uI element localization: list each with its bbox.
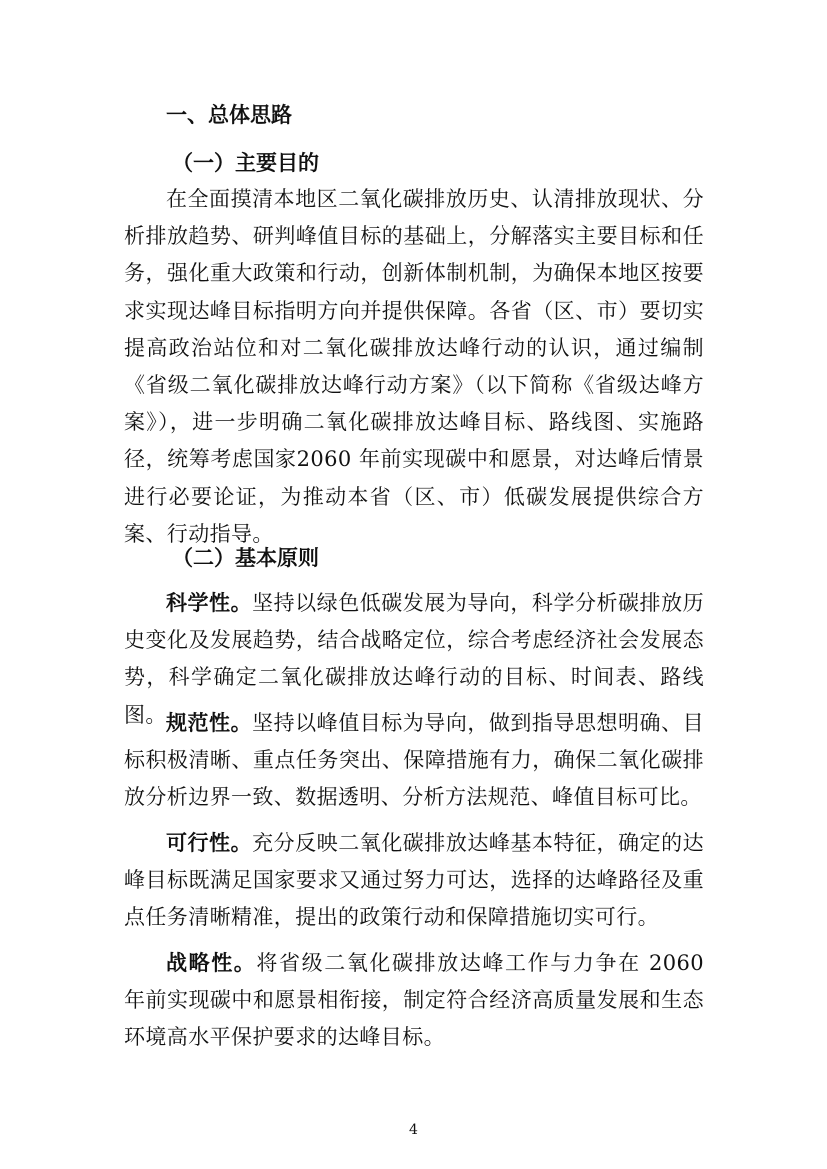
principle-text-feasible: 充分反映二氧化碳排放达峰基本特征，确定的达峰目标既满足国家要求又通过努力可达，选择的达峰路径及重点任务清晰精准，提出的政策行动和保障措施切实可行。 [124,831,704,930]
subsection-heading-main-purpose: （一）主要目的 [172,151,319,175]
principle-lead-normative: 规范性。 [166,711,253,735]
principle-text-strategic: 将省级二氧化碳排放达峰工作与力争在 2060 年前实现碳中和愿景相衔接，制定符合经济高质量发展和生态环境高水平保护要求的达峰目标。 [124,951,704,1050]
principle-lead-scientific: 科学性。 [166,591,253,615]
principle-paragraph-feasible [124,825,704,937]
principle-lead-strategic: 战略性。 [166,951,257,975]
principle-lead-feasible: 可行性。 [166,831,253,855]
principle-paragraph-strategic [124,945,704,1057]
main-purpose-paragraph: 在全面摸清本地区二氧化碳排放历史、认清排放现状、分析排放趋势、研判峰值目标的基础上，分解落实主要目标和任务，强化重大政策和行动，创新体制机制，为确保本地区按要求实现达峰目标指明方向并提供保障。各省（区、市）要切实提高政治站位和对二氧化碳排放达峰行动的认识，通过编制《省级二氧化碳排放达峰行动方案》（以下简称《省级达峰方案》），进一步明确二氧化碳排放达峰目标、路线图、实施路径，统筹考虑国家2060 年前实现碳中和愿景，对达峰后情景进行必要论证，为推动本省（区、市）低碳发展提供综合方案、行动指导。 [124,187,704,546]
principle-paragraph-normative [124,705,704,817]
principle-text-normative: 坚持以峰值目标为导向，做到指导思想明确、目标积极清晰、重点任务突出、保障措施有力，确保二氧化碳排放分析边界一致、数据透明、分析方法规范、峰值目标可比。 [124,711,704,810]
page-number: 4 [409,1122,418,1138]
principle-text-scientific: 坚持以绿色低碳发展为导向，科学分析碳排放历史变化及发展趋势，结合战略定位，综合考虑经济社会发展态势，科学确定二氧化碳排放达峰行动的目标、时间表、路线图。 [124,591,704,727]
subsection-heading-basic-principles: （二）基本原则 [172,546,319,570]
section-heading: 一、总体思路 [166,103,292,127]
